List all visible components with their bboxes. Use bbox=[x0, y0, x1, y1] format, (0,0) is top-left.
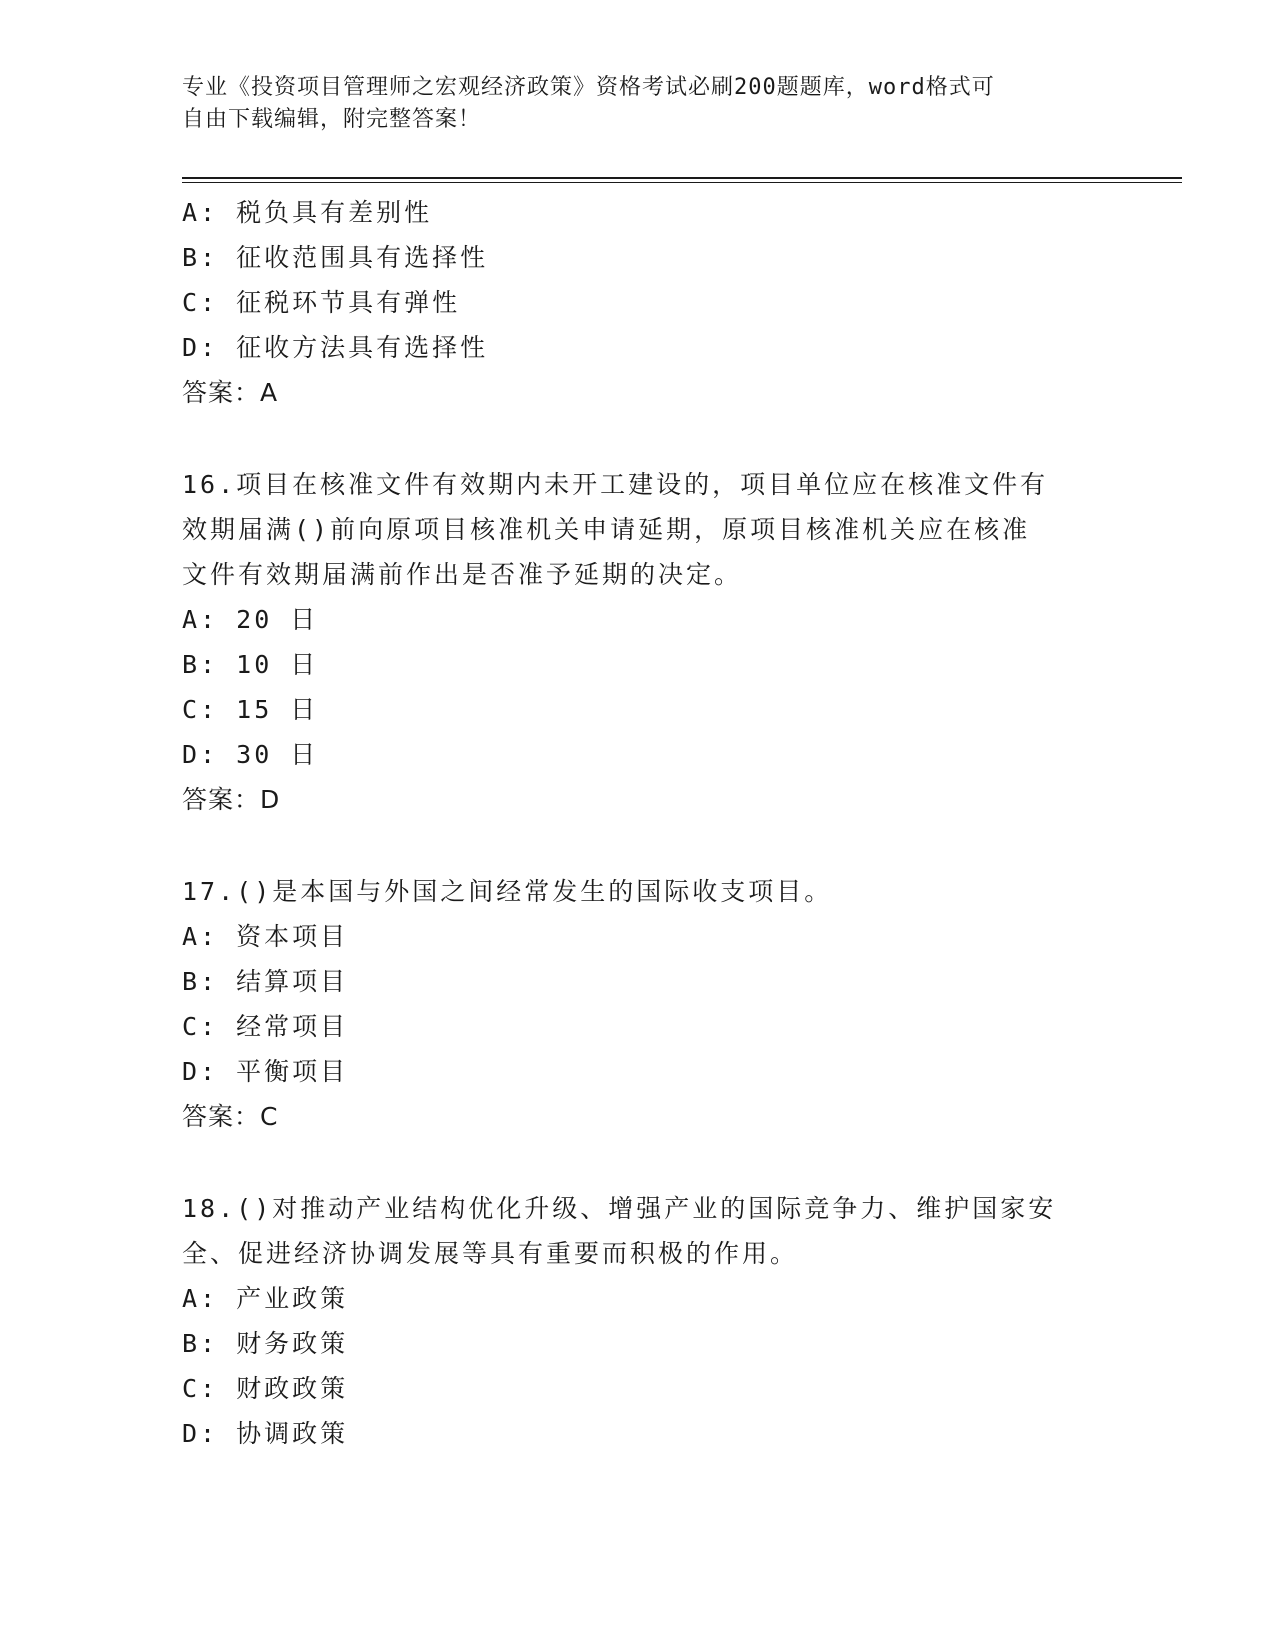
answer: 答案：D bbox=[182, 785, 281, 814]
option-b: B: 结算项目 bbox=[182, 967, 349, 996]
option-d: D: 平衡项目 bbox=[182, 1057, 349, 1086]
question-15 bbox=[182, 190, 1062, 415]
option-c: C: 15 日 bbox=[182, 695, 319, 724]
question-text-line: 17.()是本国与外国之间经常发生的国际收支项目。 bbox=[182, 877, 833, 906]
header-rule-thick bbox=[182, 177, 1182, 179]
answer: 答案：C bbox=[182, 1102, 279, 1131]
option-c: C: 征税环节具有弹性 bbox=[182, 288, 461, 317]
option-d: D: 协调政策 bbox=[182, 1419, 349, 1448]
option-c: C: 财政政策 bbox=[182, 1374, 349, 1403]
spacer bbox=[182, 1139, 1062, 1186]
question-text-line: 效期届满()前向原项目核准机关申请延期，原项目核准机关应在核准 bbox=[182, 515, 1031, 544]
question-16 bbox=[182, 462, 1062, 822]
option-a: A: 20 日 bbox=[182, 605, 319, 634]
answer: 答案：A bbox=[182, 378, 279, 407]
question-text-line: 18.()对推动产业结构优化升级、增强产业的国际竞争力、维护国家安 bbox=[182, 1194, 1057, 1223]
document-header bbox=[182, 72, 1062, 136]
question-17 bbox=[182, 869, 1062, 1139]
option-d: D: 征收方法具有选择性 bbox=[182, 333, 489, 362]
header-rule-thin bbox=[182, 182, 1182, 183]
option-d: D: 30 日 bbox=[182, 740, 319, 769]
option-a: A: 产业政策 bbox=[182, 1284, 349, 1313]
spacer bbox=[182, 415, 1062, 462]
option-a: A: 税负具有差别性 bbox=[182, 198, 433, 227]
option-b: B: 财务政策 bbox=[182, 1329, 349, 1358]
question-text-line: 文件有效期届满前作出是否准予延期的决定。 bbox=[182, 560, 743, 589]
question-content bbox=[182, 190, 1062, 1456]
option-c: C: 经常项目 bbox=[182, 1012, 349, 1041]
header-line-1: 专业《投资项目管理师之宏观经济政策》资格考试必刷200题题库，word格式可 bbox=[182, 75, 995, 100]
header-line-2: 自由下载编辑，附完整答案！ bbox=[182, 107, 482, 132]
spacer bbox=[182, 822, 1062, 869]
question-text-line: 16.项目在核准文件有效期内未开工建设的，项目单位应在核准文件有 bbox=[182, 470, 1049, 499]
question-text-line: 全、促进经济协调发展等具有重要而积极的作用。 bbox=[182, 1239, 799, 1268]
question-18 bbox=[182, 1186, 1062, 1456]
option-a: A: 资本项目 bbox=[182, 922, 349, 951]
option-b: B: 10 日 bbox=[182, 650, 319, 679]
option-b: B: 征收范围具有选择性 bbox=[182, 243, 489, 272]
